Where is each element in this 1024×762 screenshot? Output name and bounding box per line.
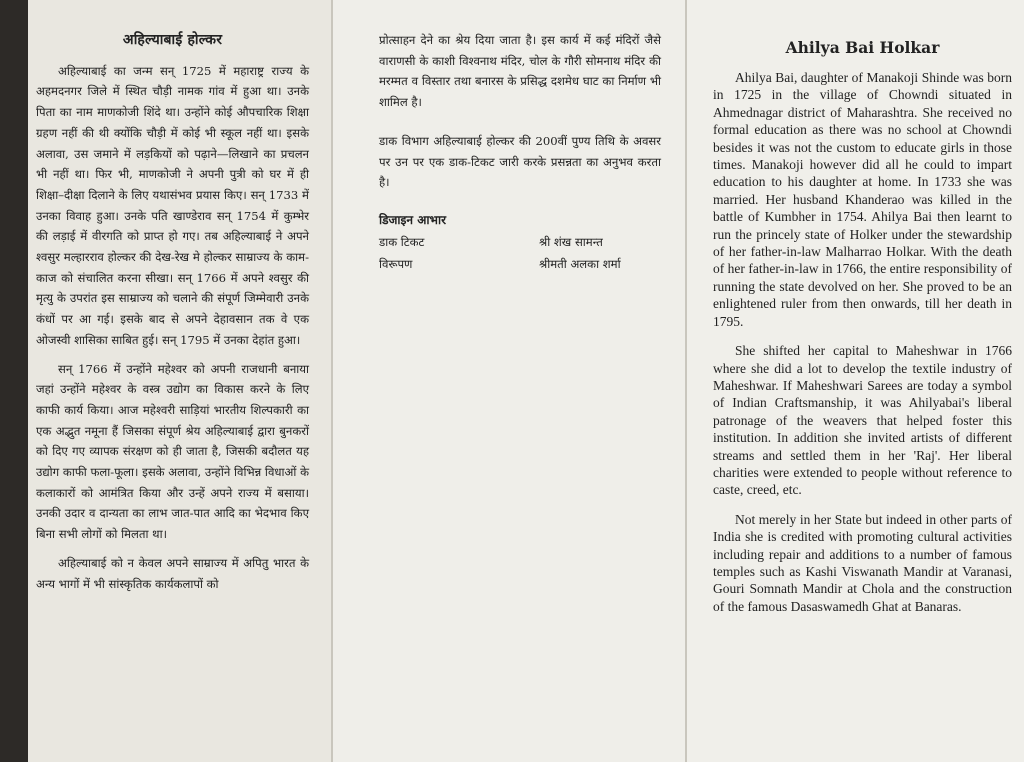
hindi-title: अहिल्याबाई होल्कर: [122, 32, 223, 48]
english-title: Ahilya Bai Holkar: [785, 38, 940, 57]
english-paragraph-3: Not merely in her State but indeed in other parts of India she is credited with promoting cultural activities including repair and additions to a number of famous temples such as Kashi Viswanath Mandir at Varanasi, Gouri Somnath Mandir at Chola and the construction of the famous Dasaswamedh Ghat at Banaras.: [713, 511, 1012, 614]
english-paragraph-1: Ahilya Bai, daughter of Manakoji Shinde was born in 1725 in the village of Chowndi situated in Ahmednagar district of Maharashtra. She received no formal education as there was no school at Chowndi besides it was not the custom to educate girls in those times. Manakoji however did all he could to impart education to his daughter at home. In 1733 she was married. Her husband Khanderao was killed in the battle of Kumbher in 1754. Ahilya Bai then learnt to run the princely state of Holker under the stewardship of her father-in-law Malharrao Holkar. With the death of her father-in-law in 1766, the entire responsibility of running the state devolved on her. She proved to be an enlightened ruler from then onwards, till her death in 1795.: [713, 70, 1012, 329]
hindi-panel-middle: [333, 0, 685, 762]
english-panel: [687, 0, 1024, 762]
english-text: [713, 69, 1012, 615]
hindi-panel-left: [28, 0, 331, 762]
hindi-paragraph-1: अहिल्याबाई का जन्म सन् 1725 में महाराष्ट्र राज्य के अहमदनगर जिले में स्थित चौड़ी नामक गांव में हुआ था। उनके पिता का नाम माणकोजी शिंदे था। उन्होंने कोई औपचारिक शिक्षा ग्रहण नहीं की थी क्योंकि चौड़ी में कोई भी स्कूल नहीं था। इसके अलावा, उस जमाने में लड़कियों को पढ़ाने—लिखाने का प्रचलन भी नहीं था। फिर भी, माणकोजी ने अपनी पुत्री को घर में ही शिक्षा–दीक्षा दिलाने के लिए यथासंभव प्रयास किए। सन् 1733 में उनका विवाह हुआ। उनके पति खाण्डेराव सन् 1754 में कुम्भेर की लड़ाई में वीरगति को प्राप्त हो गए। तब अहिल्याबाई ने अपने श्वसुर मल्हारराव होल्कर की देख-रेख मे होल्कर साम्राज्य के काम-काज को संचालित करना सीखा। सन् 1766 में अपने श्वसुर की मृत्यु के उपरांत इस साम्राज्य को चलाने की संपूर्ण जिम्मेवारी उनके कंधों पर आ गई। इसके बाद से अपने देहावसान तक वे एक ओजस्वी शासिका साबित हुई। सन् 1795 में उनका देहांत हुआ।: [36, 63, 309, 347]
hindi-text-left: [36, 30, 309, 594]
english-paragraph-2: She shifted her capital to Maheshwar in 1766 where she did a lot to develop the textile industry of Maheshwar. If Maheshwari Sarees are today a symbol of Indian Craftsmanship, it was Ahilyabai's liberal patronage of the weavers that helped foster this institution. In addition she invited artists of different streams and settled them in her 'Raj'. Her liberal charities were extended to people without reference to caste, creed, etc.: [713, 343, 1012, 498]
credit-name: श्रीमती अलका शर्मा: [539, 256, 621, 271]
hindi-paragraph-5: डाक विभाग अहिल्याबाई होल्कर की 200वीं पुण्य तिथि के अवसर पर उन पर एक डाक-टिकट जारी करके प्रसन्नता का अनुभव करता है।: [379, 133, 661, 190]
design-credits-heading: डिजाइन आभार: [379, 212, 446, 227]
credit-row-stamp: [379, 231, 661, 253]
hindi-paragraph-2: सन् 1766 में उन्होंने महेश्वर को अपनी राजधानी बनाया जहां उन्होंने महेश्वर के वस्त्र उद्योग का विकास करने के लिए काफी कार्य किया। आज महेश्वरी साड़ियां भारतीय शिल्पकारी का एक अद्भुत नमूना हैं जिसका संपूर्ण श्रेय अहिल्याबाई द्वारा बुनकरों को दिए गए व्यापक संरक्षण को ही जाता है, जिसकी बदौलत यह उद्योग काफी फला-फूला। इसके अलावा, उन्होंने विभिन्न विधाओं के कलाकारों को आमंत्रित किया और उन्हें अपने राज्य में बसाया। उनकी उदार व दान्यता का लाभ जात-पात आदि का भेदभाव किए बिना सभी लोगों को मिलता था।: [36, 361, 309, 542]
credit-row-cancellation: [379, 253, 661, 275]
credit-label: विरूपण: [379, 256, 413, 271]
design-credits: [379, 209, 661, 275]
hindi-paragraph-4: प्रोत्साहन देने का श्रेय दिया जाता है। इस कार्य में कई मंदिरों जैसे वाराणसी के काशी विश्वनाथ मंदिर, चोल के गौरी सोमनाथ मंदिर की मरम्मत व विस्तार तथा बनारस के प्रसिद्ध दशमेध घाट का निर्माण भी शामिल है।: [379, 33, 661, 110]
hindi-paragraph-3: अहिल्याबाई को न केवल अपने साम्राज्य में अपितु भारत के अन्य भागों में भी सांस्कृतिक कार्यकलापों को: [36, 555, 309, 591]
credit-label: डाक टिकट: [379, 234, 425, 249]
credit-name: श्री शंख सामन्त: [539, 234, 603, 249]
hindi-text-middle: [379, 30, 661, 193]
